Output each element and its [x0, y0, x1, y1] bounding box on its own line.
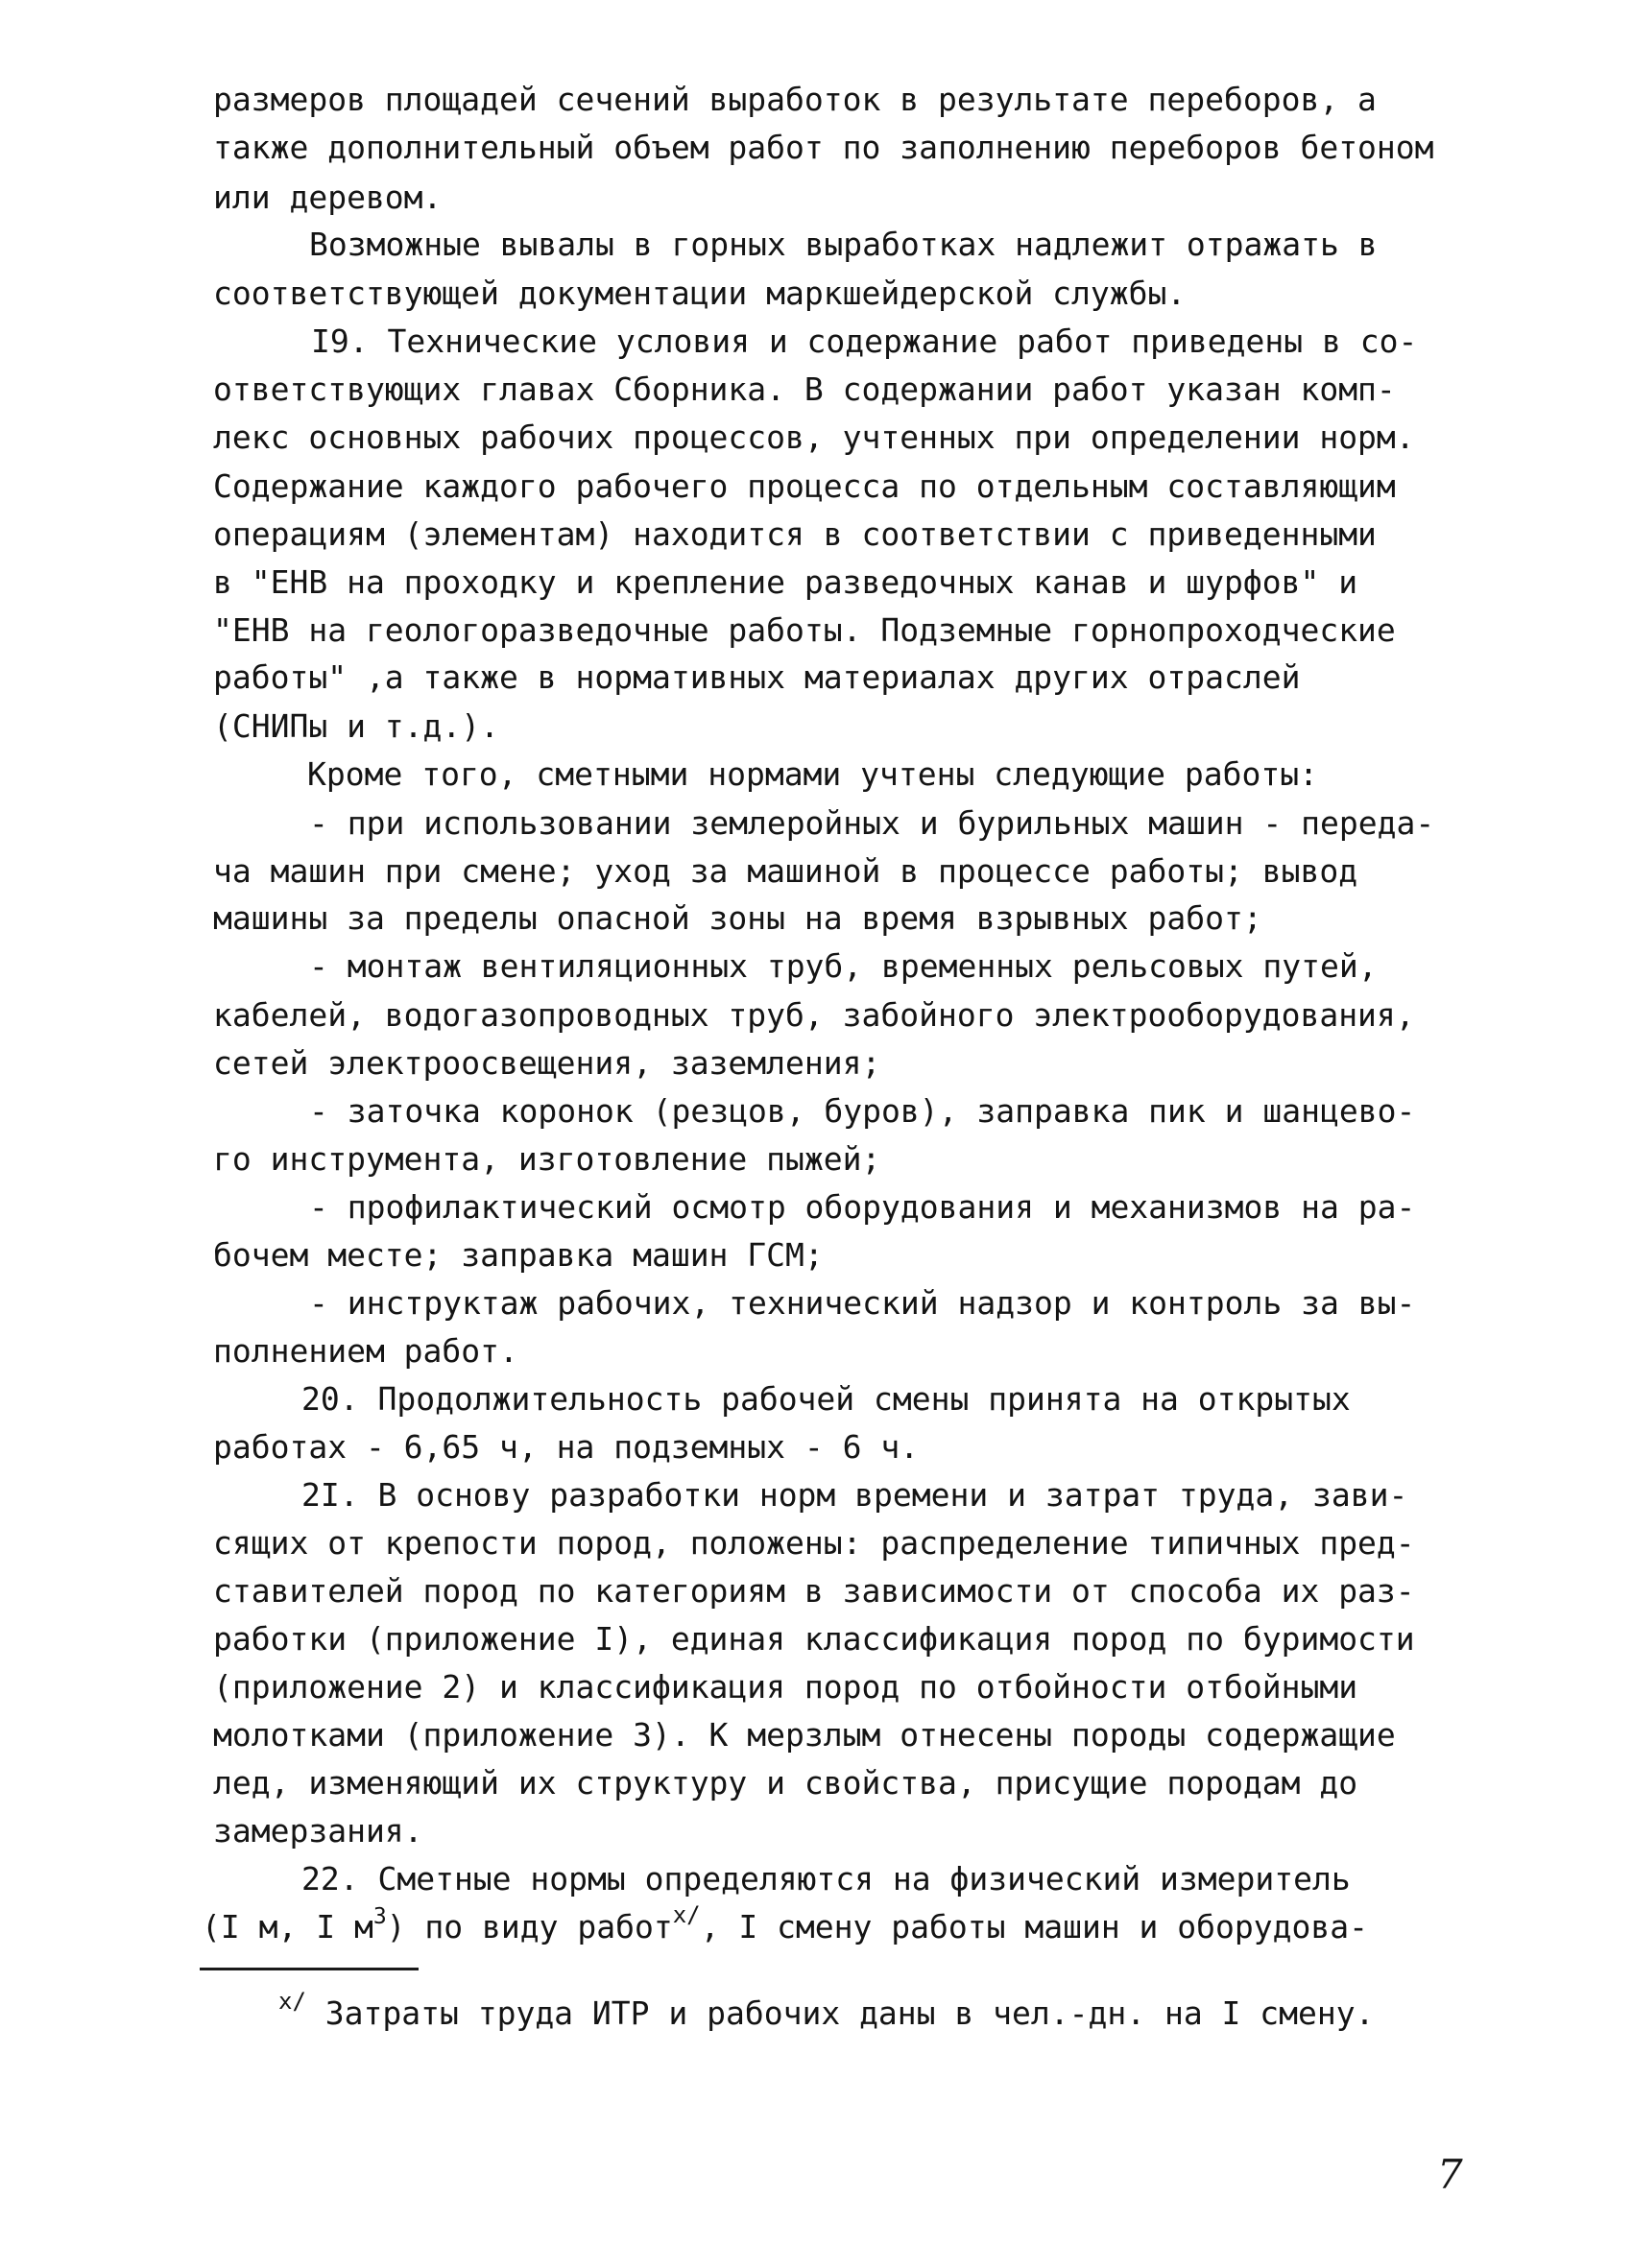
superscript: 3: [372, 1904, 387, 1929]
list-item-line: кабелей, водогазопроводных труб, забойного электрооборудования,: [213, 996, 1415, 1034]
list-item-line: машины за пределы опасной зоны на время взрывных работ;: [213, 899, 1262, 937]
body-line: работки (приложение I), единая классификация пород по буримости: [213, 1620, 1415, 1658]
list-item-line: ча машин при смене; уход за машиной в процессе работы; вывод: [213, 852, 1358, 890]
footnote-text: Затраты труда ИТР и рабочих даны в чел.-дн. на I смену.: [305, 1994, 1375, 2032]
body-line: в "ЕНВ на проходку и крепление разведочных канав и шурфов" и: [213, 563, 1358, 601]
footnote: [278, 1988, 1375, 2036]
list-item-line: - заточка коронок (резцов, буров), заправка пик и шанцево-: [309, 1092, 1416, 1130]
line-text: (I м, I м: [202, 1908, 373, 1946]
body-line: работах - 6,65 ч, на подземных - 6 ч.: [213, 1428, 920, 1466]
list-item-line: - монтаж вентиляционных труб, временных рельсовых путей,: [309, 947, 1378, 985]
body-line: (приложение 2) и классификация пород по отбойности отбойными: [213, 1668, 1358, 1706]
body-line: работы" ,а также в нормативных материалах других отраслей: [213, 658, 1301, 696]
list-item-line: полнением работ.: [213, 1332, 518, 1370]
list-item-line: - профилактический осмотр оборудования и механизмов на ра-: [309, 1188, 1416, 1226]
body-line: замерзания.: [213, 1812, 423, 1850]
body-line: сящих от крепости пород, положены: распределение типичных пред-: [213, 1524, 1415, 1562]
body-line: также дополнительный объем работ по заполнению переборов бетоном: [213, 129, 1434, 166]
body-line: 20. Продолжительность рабочей смены принята на открытых: [301, 1380, 1351, 1418]
body-line: молотками (приложение 3). К мерзлым отнесены породы содержащие: [213, 1716, 1396, 1754]
list-item-line: бочем месте; заправка машин ГСМ;: [213, 1236, 824, 1274]
body-line: операциям (элементам) находится в соответствии с приведенными: [213, 515, 1377, 553]
body-line: Возможные вывалы в горных выработках надлежит отражать в: [309, 226, 1378, 263]
body-line: 2I. В основу разработки норм времени и затрат труда, зави-: [301, 1476, 1408, 1514]
body-line-with-footnote-ref: [202, 1901, 1368, 1950]
body-line: или деревом.: [213, 179, 443, 216]
list-item-line: го инструмента, изготовление пыжей;: [213, 1140, 881, 1178]
body-line: Кроме того, сметными нормами учтены следующие работы:: [307, 755, 1318, 793]
body-line: Содержание каждого рабочего процесса по отдельным составляющим: [213, 467, 1396, 505]
footnote-separator: [200, 1968, 419, 1970]
body-line: I9. Технические условия и содержание работ приведены в со-: [311, 322, 1418, 360]
list-item-line: - при использовании землеройных и бурильных машин - переда-: [309, 804, 1435, 842]
body-line: ответствующих главах Сборника. В содержании работ указан комп-: [213, 370, 1396, 408]
list-item-line: - инструктаж рабочих, технический надзор и контроль за вы-: [309, 1284, 1416, 1322]
body-line: (СНИПы и т.д.).: [213, 707, 500, 745]
list-item-line: сетей электроосвещения, заземления;: [213, 1044, 881, 1082]
body-line: лекс основных рабочих процессов, учтенных при определении норм.: [213, 418, 1415, 456]
line-text: , I смену работы машин и оборудова-: [700, 1908, 1368, 1946]
body-line: соответствующей документации маркшейдерской службы.: [213, 275, 1187, 312]
body-line: ставителей пород по категориям в зависимости от способа их раз-: [213, 1572, 1415, 1610]
footnote-ref: x/: [672, 1901, 701, 1928]
body-line: размеров площадей сечений выработок в результате переборов, а: [213, 81, 1377, 118]
body-line: 22. Сметные нормы определяются на физический измеритель: [301, 1860, 1351, 1898]
body-line: "ЕНВ на геологоразведочные работы. Подземные горнопроходческие: [213, 611, 1396, 649]
page-number: 7: [1437, 2151, 1463, 2198]
footnote-mark: x/: [278, 1988, 306, 2015]
body-line: лед, изменяющий их структуру и свойства, присущие породам до: [213, 1764, 1358, 1802]
line-text: ) по виду работ: [386, 1908, 673, 1946]
